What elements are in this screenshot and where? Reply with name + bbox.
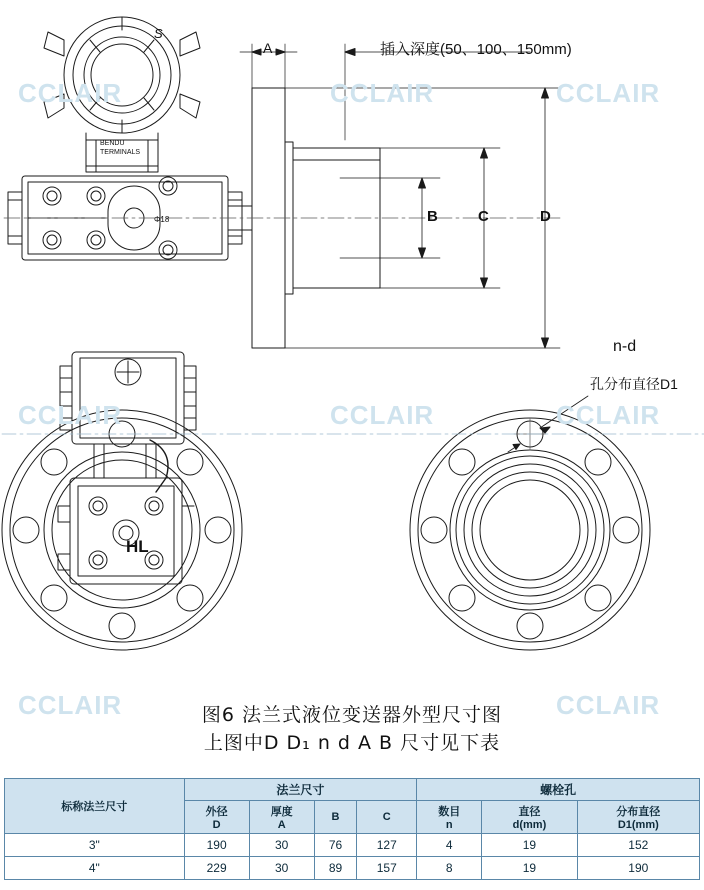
cell: 19 xyxy=(482,857,577,880)
hole-circle-label: 孔分布直径D1 xyxy=(590,376,678,392)
cell: 127 xyxy=(357,834,417,857)
cell: 30 xyxy=(249,857,314,880)
col-thickness: 厚度 A xyxy=(249,801,314,834)
dim-c-label: C xyxy=(478,208,489,225)
cell: 30 xyxy=(249,834,314,857)
dim-a-label: A xyxy=(263,40,273,56)
cell: 4" xyxy=(5,857,185,880)
col-bolt-circle: 分布直径 D1(mm) xyxy=(577,801,699,834)
terminal-label-2: TERMINALS xyxy=(100,149,141,156)
cell: 3" xyxy=(5,834,185,857)
table-group-header-row xyxy=(5,779,700,801)
col-b: B xyxy=(314,801,357,834)
terminal-label-1: BENDU xyxy=(100,140,125,147)
front-view-body xyxy=(58,440,194,584)
front-view-transmitter xyxy=(2,410,242,650)
body-mark-hl: HL xyxy=(126,537,149,556)
front-view-head xyxy=(60,352,196,478)
cell: 190 xyxy=(184,834,249,857)
dimension-table xyxy=(4,778,700,880)
watermark: CCLAIR xyxy=(330,78,435,108)
cell: 229 xyxy=(184,857,249,880)
small-port-label: Φ18 xyxy=(154,215,170,224)
col-hole-diameter: 直径 d(mm) xyxy=(482,801,577,834)
cell: 8 xyxy=(417,857,482,880)
cell: 19 xyxy=(482,834,577,857)
watermark: CCLAIR xyxy=(18,78,123,108)
group-bolt-hole: 螺栓孔 xyxy=(417,779,700,801)
watermark: CCLAIR xyxy=(556,690,661,720)
watermark: CCLAIR xyxy=(330,400,435,430)
cell: 190 xyxy=(577,857,699,880)
table-row xyxy=(5,834,700,857)
cell: 89 xyxy=(314,857,357,880)
n-d-label: n-d xyxy=(613,338,637,355)
cell: 76 xyxy=(314,834,357,857)
figure-caption-line1: 图6 法兰式液位变送器外型尺寸图 xyxy=(201,704,503,726)
flange-face-view xyxy=(410,410,650,650)
col-count: 数目 n xyxy=(417,801,482,834)
cell: 152 xyxy=(577,834,699,857)
housing-mark-s: S xyxy=(154,26,163,41)
insert-depth-label: 插入深度(50、100、150mm) xyxy=(380,41,572,58)
cell: 4 xyxy=(417,834,482,857)
cell: 157 xyxy=(357,857,417,880)
watermark: CCLAIR xyxy=(556,78,661,108)
housing-top-view xyxy=(44,17,200,133)
col-outer-diameter: 外径 D xyxy=(184,801,249,834)
group-flange-size: 法兰尺寸 xyxy=(184,779,417,801)
table-row xyxy=(5,857,700,880)
dim-d-label: D xyxy=(540,208,551,225)
dim-b-label: B xyxy=(427,208,438,225)
watermark: CCLAIR xyxy=(556,400,661,430)
col-nominal-size: 标称法兰尺寸 xyxy=(5,779,185,834)
watermark: CCLAIR xyxy=(18,400,123,430)
col-c: C xyxy=(357,801,417,834)
watermark: CCLAIR xyxy=(18,690,123,720)
figure-caption-line2: 上图中D D₁ n d A B 尺寸见下表 xyxy=(203,732,501,754)
